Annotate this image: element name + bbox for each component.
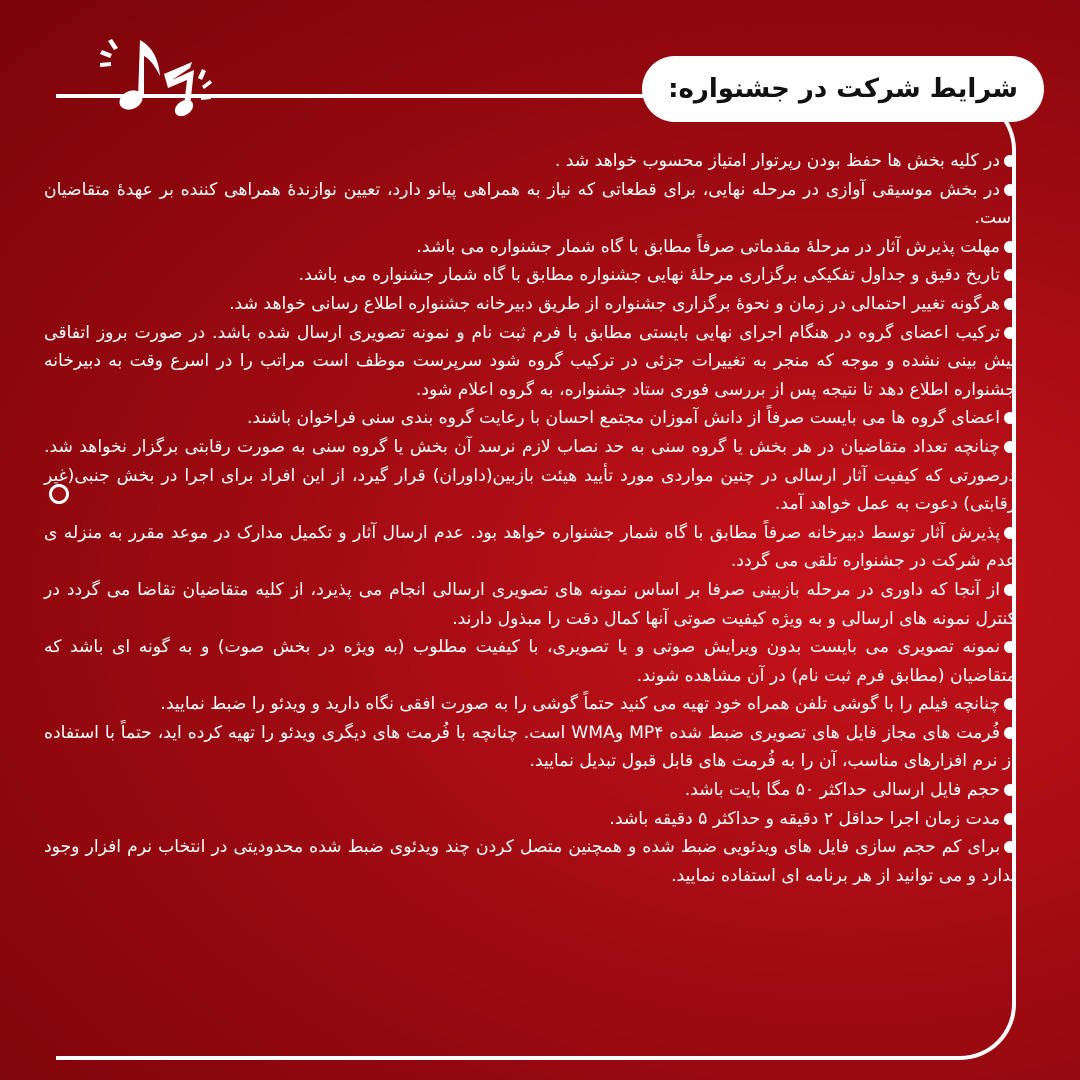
rule-item: فُرمت های مجاز فایل های تصویری ضبط شده MP۴ وWMA است. چنانچه با فُرمت های دیگری ویدئو را تهیه کرده اید، حتماً با استفاده از نرم افزارهای مناسب، آن را به فُرمت های قابل قبول تبدیل نمایید. — [44, 722, 1016, 772]
bullet-icon — [1004, 784, 1016, 796]
rule-item: ترکیب اعضای گروه در هنگام اجرای نهایی بایستی مطابق با فرم ثبت نام و نمونه تصویری ارسال شده باشد. در صورت بروز اتفاقی پیش بینی نشده و موجه که منجر به تغییرات جزئی در ترکیب گروه شود سرپرست موظف است مراتب را در اسرع وقت به دبیرخانه جشنواره اطلاع دهد تا نتیجه پس از بررسی فوری ستاد جشنواره، به گروه اعلام شود. — [44, 322, 1016, 400]
bullet-icon — [1004, 441, 1016, 453]
bullet-icon — [1004, 727, 1016, 739]
rule-item: چنانچه تعداد متقاضیان در هر بخش یا گروه سنی به حد نصاب لازم نرسد آن بخش یا گروه سنی به صورت رقابتی برگزار نخواهد شد. درصورتی که کیفیت آثار ارسالی در چنین مواردی مورد تأیید هیئت بازبین(داوران) قرار گیرد، از این افراد برای اجرا در بخش جنبی(غیر رقابتی) دعوت به عمل خواهد آمد. — [44, 436, 1016, 515]
rule-item: تاریخ دقیق و جداول تفکیکی برگزاری مرحلهٔ نهایی جشنواره مطابق با گاه شمار جشنواره می باشد. — [44, 261, 1016, 290]
rule-item: در کلیه بخش ها حفظ بودن رپرتوار امتیاز محسوب خواهد شد . — [44, 147, 1016, 176]
bullet-icon — [1004, 527, 1016, 539]
bullet-icon — [1004, 584, 1016, 596]
bullet-icon — [1004, 412, 1016, 424]
bullet-icon — [1004, 241, 1016, 253]
bullet-icon — [1004, 327, 1016, 339]
bullet-icon — [1004, 813, 1016, 825]
rule-item: نمونه تصویری می بایست بدون ویرایش صوتی و یا تصویری، با کیفیت مطلوب (به ویژه در بخش صوت) و به گونه ای باشد که متقاضیان (مطابق فرم ثبت نام) در آن مشاهده شوند. — [44, 637, 1016, 686]
bullet-icon — [1004, 184, 1016, 196]
rule-item: مدت زمان اجرا حداقل ۲ دقیقه و حداکثر ۵ دقیقه باشد. — [44, 805, 1016, 834]
bullet-icon — [1004, 698, 1016, 710]
rule-item: حجم فایل ارسالی حداکثر ۵۰ مگا بایت باشد. — [44, 776, 1016, 805]
bullet-icon — [1004, 269, 1016, 281]
rule-item: چنانچه فیلم را با گوشی تلفن همراه خود تهیه می کنید حتماً گوشی را به صورت افقی نگاه دارید و ویدئو را ضبط نمایید. — [44, 690, 1016, 719]
rule-item: از آنجا که داوری در مرحله بازبینی صرفا بر اساس نمونه های تصویری ارسالی انجام می پذیرد، از کلیه متقاضیان تقاضا می گردد در کنترل نمونه های ارسالی و به ویژه کیفیت صوتی آنها کمال دقت را مبذول دارند. — [44, 579, 1016, 629]
bullet-icon — [1004, 641, 1016, 653]
rule-item: در بخش موسیقی آوازی در مرحله نهایی، برای قطعاتی که نیاز به همراهی پیانو دارد، تعیین نوازندهٔ همراهی کننده بر عهدهٔ متقاضیان است. — [44, 179, 1016, 229]
page-title: شرایط شرکت در جشنواره: — [668, 74, 1018, 104]
rule-item: مهلت پذیرش آثار در مرحلهٔ مقدماتی صرفاً مطابق با گاه شمار جشنواره می باشد. — [44, 233, 1016, 262]
bullet-icon — [1004, 155, 1016, 167]
bullet-icon — [1004, 841, 1016, 853]
rules-list — [44, 147, 1016, 890]
rule-item: اعضای گروه ها می بایست صرفاً از دانش آموزان مجتمع احسان با رعایت گروه بندی سنی فراخوان باشند. — [44, 404, 1016, 433]
rule-item: پذیرش آثار توسط دبیرخانه صرفاً مطابق با گاه شمار جشنواره خواهد بود. عدم ارسال آثار و تکمیل مدارک در موعد مقرر به منزله ی عدم شرکت در جشنواره تلقی می گردد. — [44, 522, 1016, 572]
rule-item: هرگونه تغییر احتمالی در زمان و نحوهٔ برگزاری جشنواره از طریق دبیرخانه جشنواره اطلاع رسانی خواهد شد. — [44, 290, 1016, 319]
bullet-icon — [1004, 298, 1016, 310]
title-badge — [642, 56, 1044, 122]
rule-item: برای کم حجم سازی فایل های ویدئویی ضبط شده و همچنین متصل کردن چند ویدئوی ضبط شده محدودیتی در انتخاب نرم افزار وجود ندارد و می توانید از هر برنامه ای استفاده نمایید. — [44, 837, 1016, 886]
